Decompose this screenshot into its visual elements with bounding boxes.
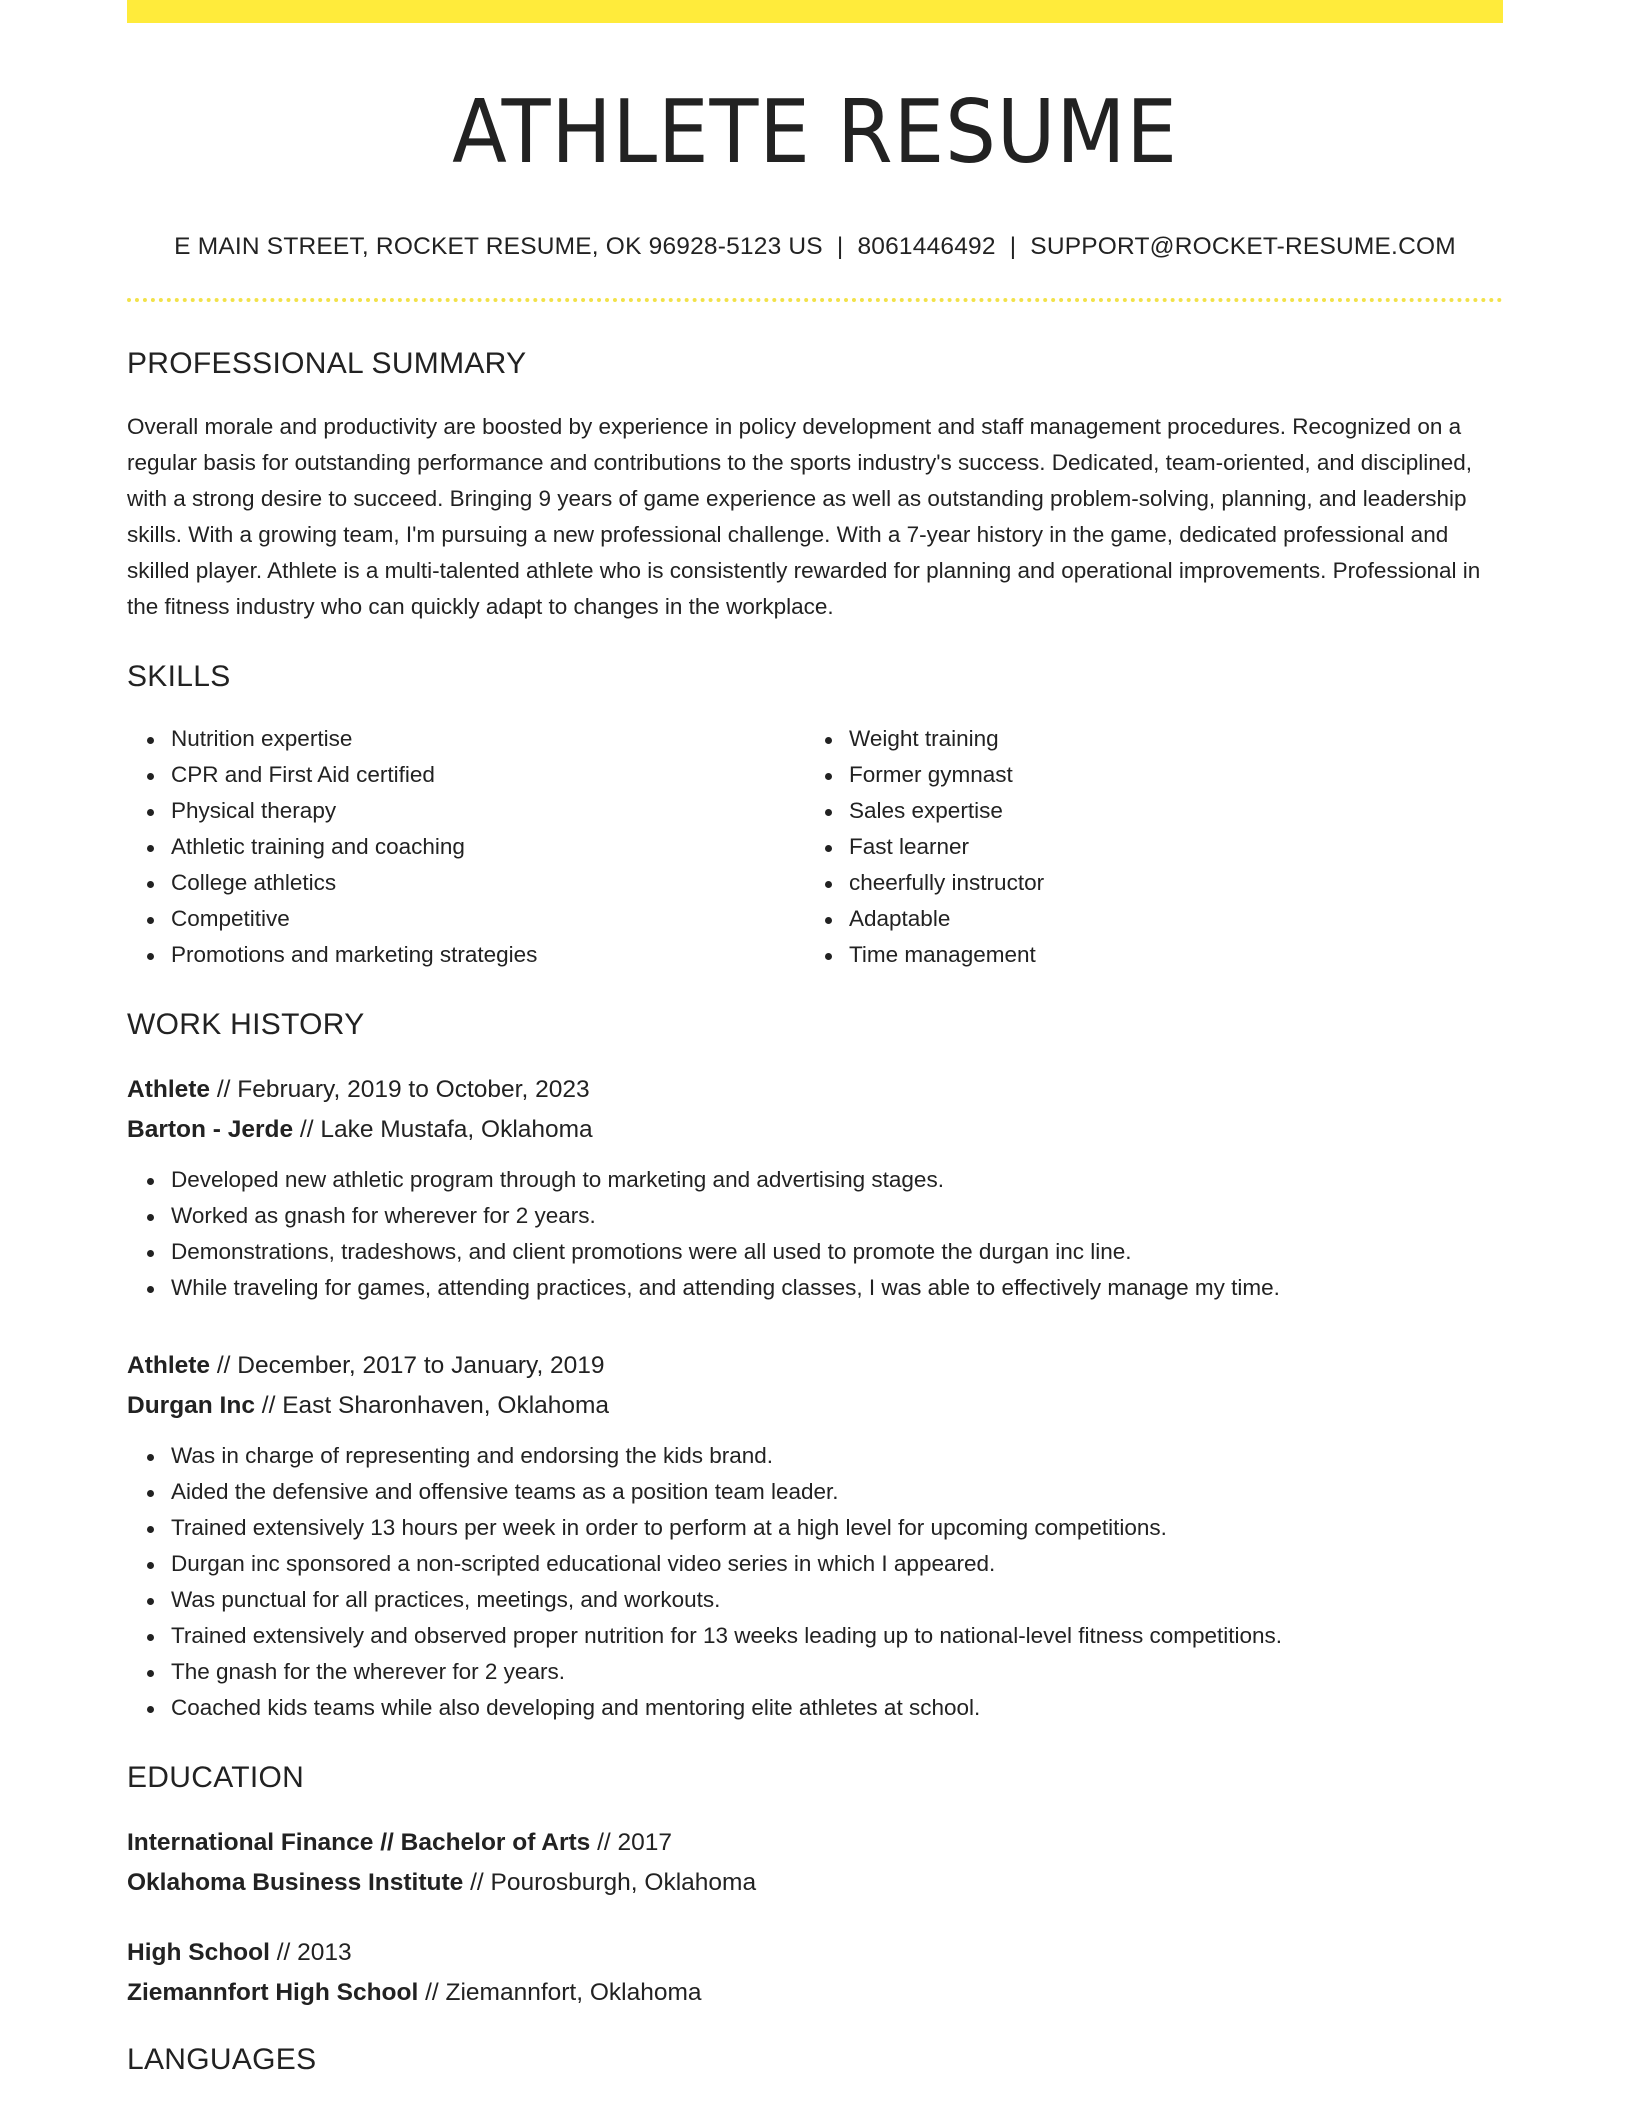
job-bullet: Was punctual for all practices, meetings, and workouts. [127, 1582, 1503, 1618]
education-school: Ziemannfort High School [127, 1978, 419, 2006]
contact-address: E MAIN STREET, ROCKET RESUME, OK 96928-5123 US [174, 232, 823, 260]
job-bullet: Coached kids teams while also developing and mentoring elite athletes at school. [127, 1690, 1503, 1726]
job-company: Durgan Inc [127, 1391, 255, 1419]
education-degree-line [127, 1823, 1503, 1863]
contact-line [127, 233, 1503, 261]
job-company-line [127, 1110, 1503, 1150]
work-history-heading: WORK HISTORY [127, 1007, 365, 1041]
dotted-divider [127, 298, 1503, 302]
job-bullet: Worked as gnash for wherever for 2 years. [127, 1198, 1503, 1234]
education-entry [127, 1823, 1503, 1903]
skills-heading: SKILLS [127, 659, 231, 693]
education-heading: EDUCATION [127, 1760, 305, 1794]
job-entry [127, 1346, 1503, 1726]
skills-columns [127, 721, 1503, 973]
education-year: // 2013 [269, 1938, 352, 1966]
skill-item: Athletic training and coaching [127, 829, 805, 865]
job-title-line [127, 1346, 1503, 1386]
job-bullet: Developed new athletic program through to marketing and advertising stages. [127, 1162, 1503, 1198]
skill-item: Promotions and marketing strategies [127, 937, 805, 973]
job-bullet: Trained extensively and observed proper nutrition for 13 weeks leading up to national-level fitness competitions. [127, 1618, 1503, 1654]
skill-item: Sales expertise [805, 793, 1483, 829]
job-bullet: Durgan inc sponsored a non-scripted educational video series in which I appeared. [127, 1546, 1503, 1582]
skill-item: cheerfully instructor [805, 865, 1483, 901]
job-bullet: Was in charge of representing and endorsing the kids brand. [127, 1438, 1503, 1474]
contact-separator: | [836, 232, 844, 260]
skill-item: Weight training [805, 721, 1483, 757]
accent-bar [127, 0, 1503, 23]
summary-text: Overall morale and productivity are boosted by experience in policy development and staff management procedures. Recognized on a regular basis for outstanding performance and contributions to the sports industry's success. Dedicated, team-oriented, and disciplined, with a strong desire to succeed. Bringing 9 years of game experience as well as outstanding problem-solving, planning, and leadership skills. With a growing team, I'm pursuing a new professional challenge. With a 7-year history in the game, dedicated professional and skilled player. Athlete is a multi-talented athlete who is consistently rewarded for planning and operational improvements. Professional in the fitness industry who can quickly adapt to changes in the workplace. [127, 413, 1481, 619]
skill-item: Former gymnast [805, 757, 1483, 793]
education-school: Oklahoma Business Institute [127, 1868, 464, 1896]
skill-item: Fast learner [805, 829, 1483, 865]
skill-item: Competitive [127, 901, 805, 937]
skills-right-list [805, 721, 1483, 973]
job-dates: // December, 2017 to January, 2019 [210, 1351, 605, 1379]
languages-heading: LANGUAGES [127, 2042, 317, 2076]
job-title-line [127, 1070, 1503, 1110]
education-degree-line [127, 1933, 1503, 1973]
job-bullet: The gnash for the wherever for 2 years. [127, 1654, 1503, 1690]
education-school-line [127, 1863, 1503, 1903]
job-location: // Lake Mustafa, Oklahoma [293, 1115, 593, 1143]
education-location: // Pourosburgh, Oklahoma [463, 1868, 757, 1896]
education-entry [127, 1933, 1503, 2013]
job-company: Barton - Jerde [127, 1115, 294, 1143]
skill-item: Adaptable [805, 901, 1483, 937]
education-degree: International Finance // Bachelor of Arts [127, 1828, 591, 1856]
education-school-line [127, 1973, 1503, 2013]
resume-title: ATHLETE RESUME [452, 81, 1178, 183]
skill-item: Time management [805, 937, 1483, 973]
job-bullet: Demonstrations, tradeshows, and client promotions were all used to promote the durgan inc line. [127, 1234, 1503, 1270]
job-role: Athlete [127, 1075, 211, 1103]
job-bullet: Aided the defensive and offensive teams as a position team leader. [127, 1474, 1503, 1510]
skill-item: Nutrition expertise [127, 721, 805, 757]
job-bullet: While traveling for games, attending practices, and attending classes, I was able to effectively manage my time. [127, 1270, 1503, 1306]
job-entry [127, 1070, 1503, 1306]
job-location: // East Sharonhaven, Oklahoma [254, 1391, 610, 1419]
skill-item: CPR and First Aid certified [127, 757, 805, 793]
skill-item: College athletics [127, 865, 805, 901]
job-bullet: Trained extensively 13 hours per week in order to perform at a high level for upcoming competitions. [127, 1510, 1503, 1546]
education-degree: High School [127, 1938, 270, 1966]
summary-heading: PROFESSIONAL SUMMARY [127, 346, 527, 380]
skill-item: Physical therapy [127, 793, 805, 829]
job-company-line [127, 1386, 1503, 1426]
contact-separator: | [1009, 232, 1017, 260]
job-bullets [127, 1162, 1503, 1306]
job-dates: // February, 2019 to October, 2023 [210, 1075, 590, 1103]
education-location: // Ziemannfort, Oklahoma [418, 1978, 702, 2006]
contact-phone: 8061446492 [857, 232, 996, 260]
contact-email: SUPPORT@ROCKET-RESUME.COM [1030, 232, 1456, 260]
resume-page [127, 0, 1503, 2077]
job-bullets [127, 1438, 1503, 1726]
job-role: Athlete [127, 1351, 211, 1379]
education-year: // 2017 [590, 1828, 673, 1856]
skills-left-list [127, 721, 805, 973]
